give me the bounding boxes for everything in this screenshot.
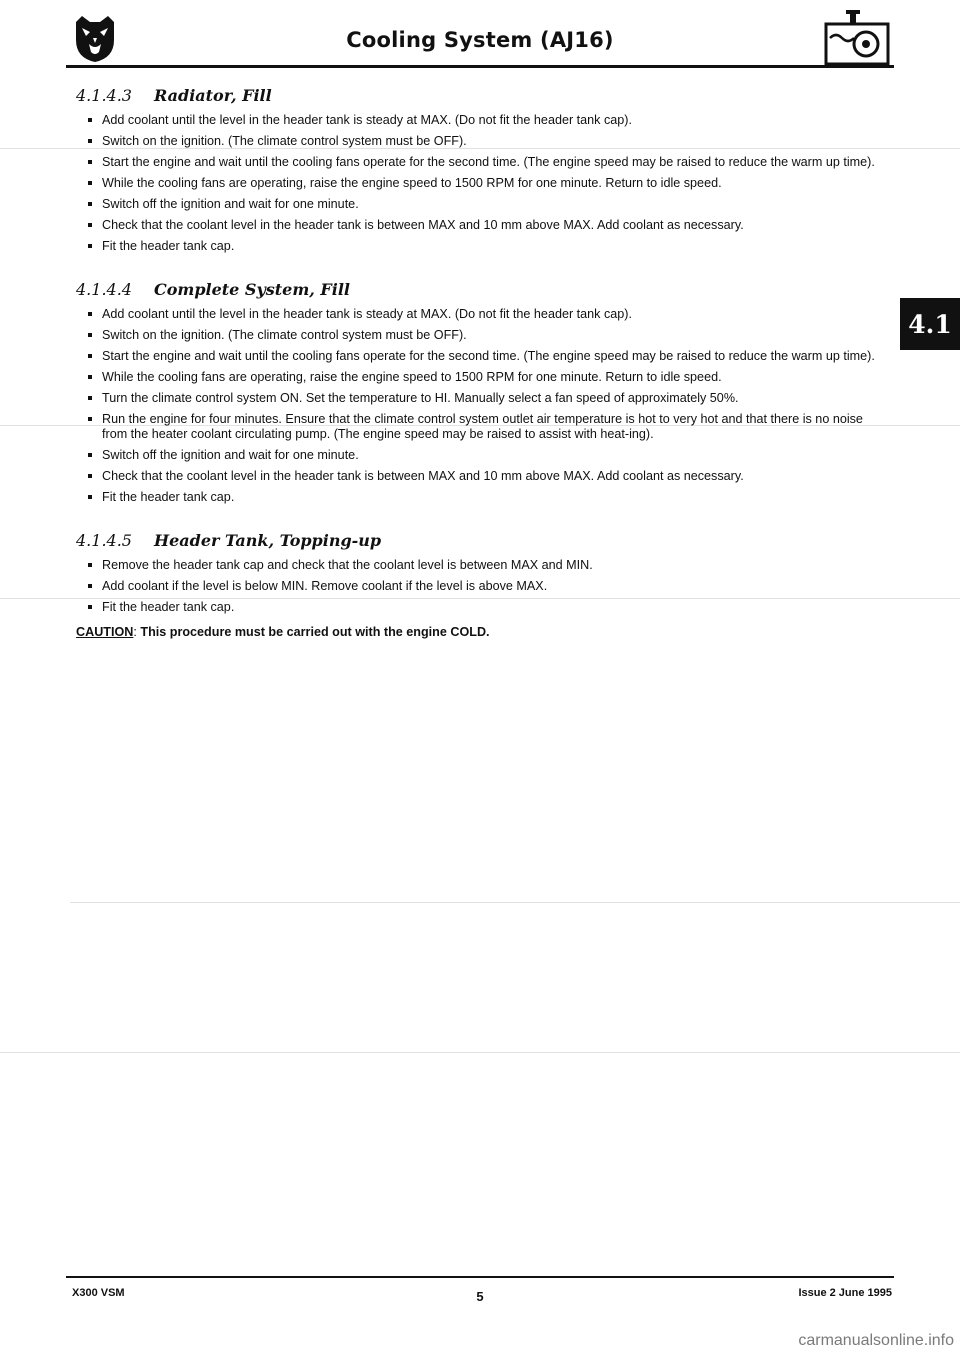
list-item: Add coolant until the level in the header tank is steady at MAX. (Do not fit the header tank cap). bbox=[88, 307, 888, 322]
header-rule bbox=[66, 65, 894, 68]
list-item: Check that the coolant level in the header tank is between MAX and 10 mm above MAX. Add coolant as necessary. bbox=[88, 218, 888, 233]
section-title: Radiator, Fill bbox=[153, 86, 272, 105]
section-heading bbox=[76, 86, 888, 105]
page-number: 5 bbox=[476, 1289, 484, 1304]
caution-separator: : bbox=[133, 625, 137, 639]
section-heading bbox=[76, 531, 888, 550]
list-item: Remove the header tank cap and check that the coolant level is between MAX and MIN. bbox=[88, 558, 888, 573]
caution-note bbox=[76, 625, 888, 639]
procedure-content bbox=[76, 86, 888, 665]
list-item: Switch off the ignition and wait for one minute. bbox=[88, 197, 888, 212]
list-item: Add coolant if the level is below MIN. Remove coolant if the level is above MAX. bbox=[88, 579, 888, 594]
scan-line bbox=[0, 1052, 960, 1053]
list-item: Start the engine and wait until the cooling fans operate for the second time. (The engine speed may be raised to reduce the warm up time). bbox=[88, 349, 888, 364]
list-item: Switch on the ignition. (The climate control system must be OFF). bbox=[88, 328, 888, 343]
list-item: While the cooling fans are operating, raise the engine speed to 1500 RPM for one minute. Return to idle speed. bbox=[88, 176, 888, 191]
list-item: Fit the header tank cap. bbox=[88, 239, 888, 254]
footer-rule bbox=[66, 1276, 894, 1278]
list-item: Run the engine for four minutes. Ensure that the climate control system outlet air temperature is hot to very hot and that there is no noise from the heater coolant circulating pump. (The engine speed may be raised to assist with heat-ing). bbox=[88, 412, 888, 442]
scan-line bbox=[70, 902, 960, 903]
caution-text: This procedure must be carried out with the engine COLD. bbox=[140, 625, 490, 639]
page-title: Cooling System (AJ16) bbox=[346, 28, 614, 52]
list-item: Fit the header tank cap. bbox=[88, 600, 888, 615]
watermark: carmanualsonline.info bbox=[798, 1332, 954, 1349]
list-item: Check that the coolant level in the header tank is between MAX and 10 mm above MAX. Add coolant as necessary. bbox=[88, 469, 888, 484]
list-item: Switch on the ignition. (The climate control system must be OFF). bbox=[88, 134, 888, 149]
step-list bbox=[88, 113, 888, 254]
list-item: While the cooling fans are operating, raise the engine speed to 1500 RPM for one minute. Return to idle speed. bbox=[88, 370, 888, 385]
section-complete-system-fill bbox=[76, 280, 888, 505]
list-item: Start the engine and wait until the cooling fans operate for the second time. (The engine speed may be raised to reduce the warm up time). bbox=[88, 155, 888, 170]
list-item: Turn the climate control system ON. Set the temperature to HI. Manually select a fan speed of approximately 50%. bbox=[88, 391, 888, 406]
section-number: 4.1.4.4 bbox=[76, 280, 132, 299]
section-title: Header Tank, Topping-up bbox=[153, 531, 382, 550]
list-item: Add coolant until the level in the header tank is steady at MAX. (Do not fit the header tank cap). bbox=[88, 113, 888, 128]
section-number: 4.1.4.5 bbox=[76, 531, 132, 550]
list-item: Switch off the ignition and wait for one minute. bbox=[88, 448, 888, 463]
caution-label: CAUTION bbox=[76, 625, 134, 639]
section-title: Complete System, Fill bbox=[153, 280, 350, 299]
chapter-tab: 4.1 bbox=[900, 298, 960, 350]
section-number: 4.1.4.3 bbox=[76, 86, 132, 105]
section-radiator-fill bbox=[76, 86, 888, 254]
engine-cooling-icon bbox=[812, 8, 892, 66]
footer-issue-date: Issue 2 June 1995 bbox=[798, 1287, 892, 1299]
footer-manual-code: X300 VSM bbox=[72, 1287, 125, 1299]
step-list bbox=[88, 307, 888, 505]
section-header-tank-topping-up bbox=[76, 531, 888, 639]
list-item: Fit the header tank cap. bbox=[88, 490, 888, 505]
section-heading bbox=[76, 280, 888, 299]
step-list bbox=[88, 558, 888, 615]
